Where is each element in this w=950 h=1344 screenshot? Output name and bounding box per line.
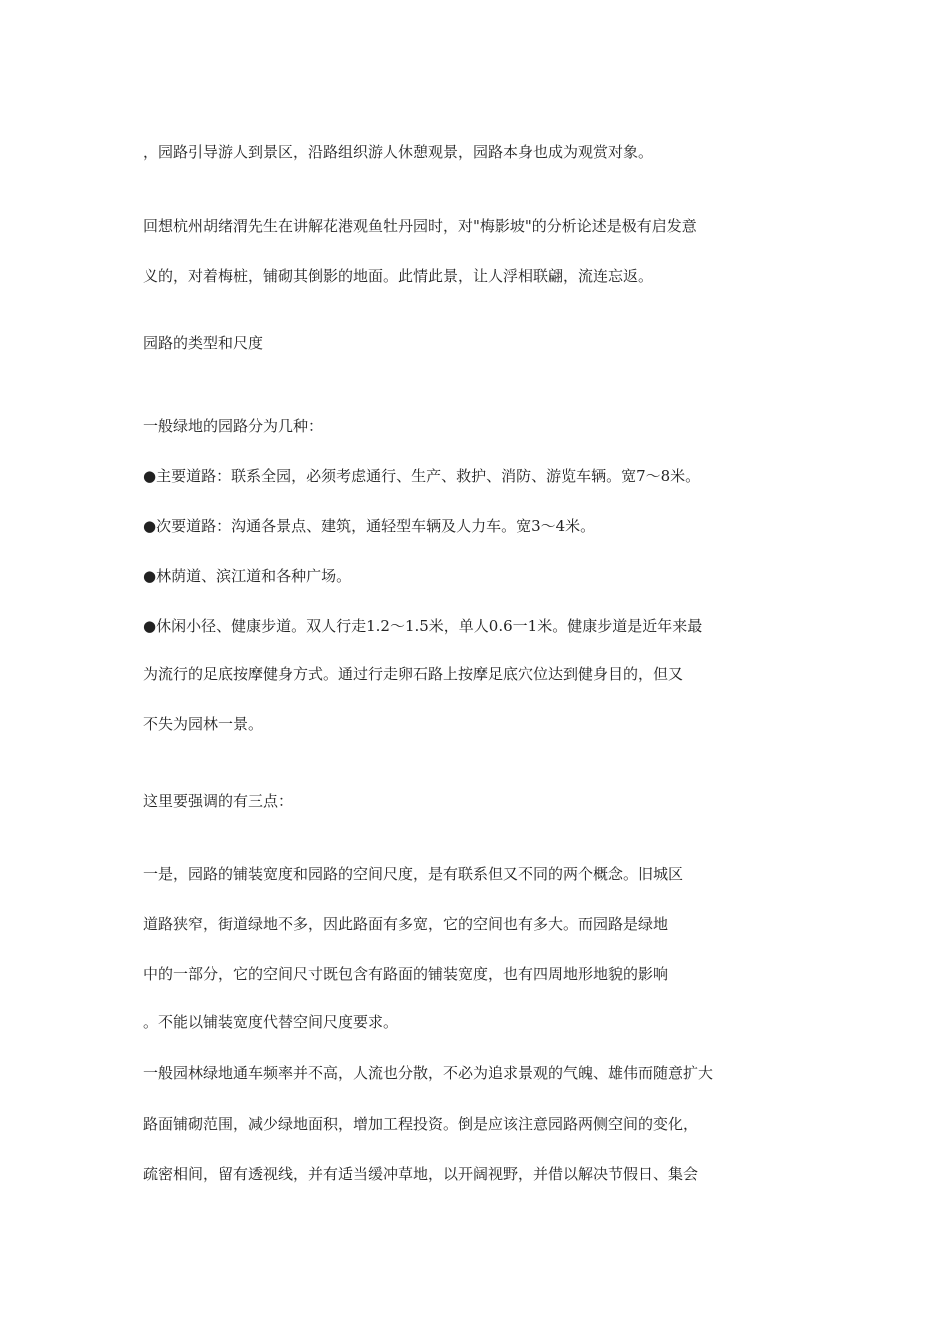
- list-item: ●休闲小径、健康步道。双人行走1.2～1.5米，单人0.6一1米。健康步道是近年来最: [143, 617, 703, 635]
- list-item: ●主要道路：联系全园，必须考虑通行、生产、救护、消防、游览车辆。宽7～8米。: [143, 467, 701, 485]
- paragraph-line: 路面铺砌范围，减少绿地面积，增加工程投资。倒是应该注意园路两侧空间的变化，: [143, 1115, 699, 1133]
- paragraph-line: 中的一部分，它的空间尺寸既包含有路面的铺装宽度，也有四周地形地貌的影响: [143, 965, 669, 983]
- paragraph-line: 一般园林绿地通车频率并不高，人流也分散，不必为追求景观的气魄、雄伟而随意扩大: [143, 1064, 714, 1082]
- paragraph-line: 为流行的足底按摩健身方式。通过行走卵石路上按摩足底穴位达到健身目的，但又: [143, 665, 684, 683]
- paragraph-line: 不失为园林一景。: [143, 715, 264, 733]
- paragraph-line: 。不能以铺装宽度代替空间尺度要求。: [143, 1013, 399, 1031]
- paragraph-line: 这里要强调的有三点：: [143, 792, 294, 810]
- paragraph-line: ，园路引导游人到景区，沿路组织游人休憩观景，园路本身也成为观赏对象。: [143, 143, 654, 161]
- paragraph-line: 回想杭州胡绪渭先生在讲解花港观鱼牡丹园时，对"梅影坡"的分析论述是极有启发意: [143, 217, 697, 235]
- list-item: ●次要道路：沟通各景点、建筑，通轻型车辆及人力车。宽3～4米。: [143, 517, 596, 535]
- paragraph-line: 道路狭窄，街道绿地不多，因此路面有多宽，它的空间也有多大。而园路是绿地: [143, 915, 669, 933]
- paragraph-line: 义的，对着梅桩，铺砌其倒影的地面。此情此景，让人浮相联翩，流连忘返。: [143, 267, 654, 285]
- paragraph-line: 一般绿地的园路分为几种：: [143, 417, 324, 435]
- list-item: ●林荫道、滨江道和各种广场。: [143, 567, 352, 585]
- paragraph-line: 疏密相间，留有透视线，并有适当缓冲草地，以开阔视野，并借以解决节假日、集会: [143, 1165, 699, 1183]
- section-heading: 园路的类型和尺度: [143, 334, 264, 352]
- paragraph-line: 一是，园路的铺装宽度和园路的空间尺度，是有联系但又不同的两个概念。旧城区: [143, 865, 684, 883]
